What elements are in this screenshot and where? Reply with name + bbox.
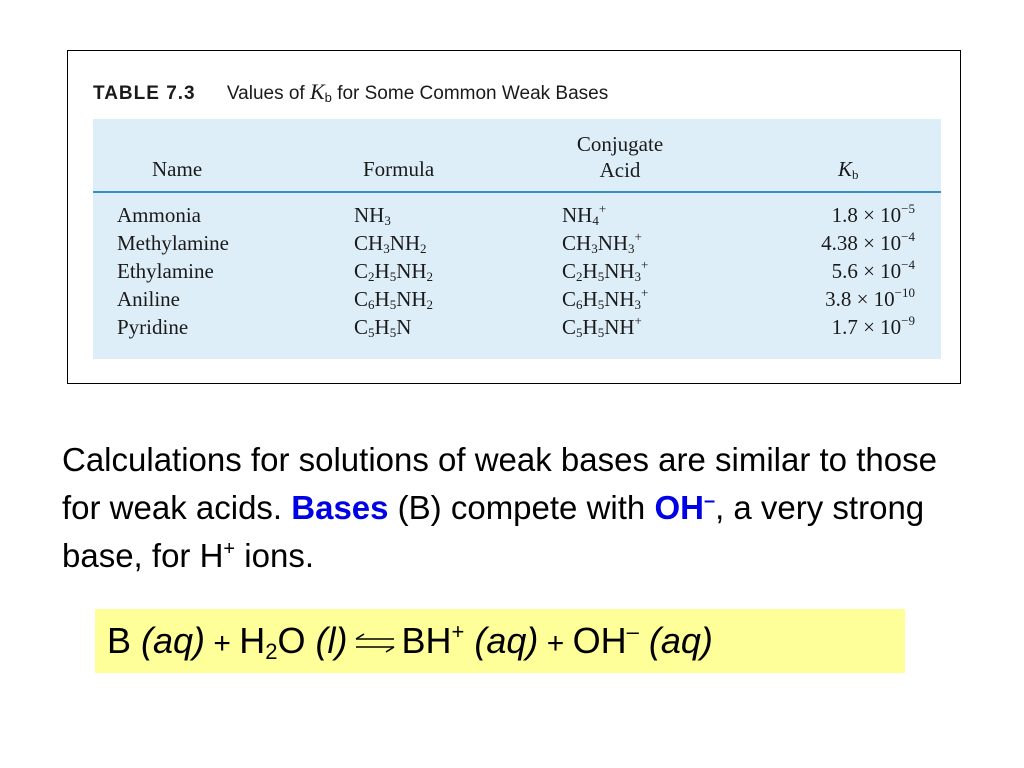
row-kb-value: $3.8 \times 10^{-10}$: [825, 285, 915, 311]
row-formula: $NH_3$: [354, 203, 391, 228]
row-kb-value: $1.7 \times 10^{-9}$: [831, 313, 915, 339]
explanation-paragraph: Calculations for solutions of weak bases are similar to those for weak acids. Bases (B) compete with OH–, a very strong base, for H+ ions.: [62, 441, 937, 574]
equation-box: [95, 609, 905, 673]
row-conjugate-acid: $CH_3NH_3^+$: [562, 229, 642, 256]
row-conjugate-acid: $C_5H_5NH^+$: [562, 313, 642, 340]
row-name: Pyridine: [117, 315, 189, 339]
row-conjugate-acid: $NH_4^+$: [562, 201, 607, 228]
row-formula: $C_5H_5N$: [354, 315, 412, 340]
row-name: Methylamine: [117, 231, 229, 255]
header-rule: [93, 191, 941, 193]
row-kb-value: $5.6 \times 10^{-4}$: [831, 257, 915, 283]
row-formula: $C_6H_5NH_2$: [354, 287, 434, 312]
table-label: TABLE 7.3: [93, 83, 196, 104]
row-name: Ethylamine: [117, 259, 214, 283]
table-title-suffix: for Some Common Weak Bases: [337, 83, 609, 104]
header-conjugate-acid: Conjugate Acid: [576, 132, 664, 182]
row-conjugate-acid: $C_2H_5NH_3^+$: [562, 257, 649, 284]
kb-symbol: Kb: [309, 79, 332, 105]
equilibrium-arrows-icon: [352, 632, 398, 654]
equilibrium-equation: B (aq) + H2O (l) BH+ (aq) + OH– (aq): [107, 619, 713, 664]
header-formula: Formula: [363, 157, 435, 181]
row-kb-value: $1.8 \times 10^{-5}$: [831, 201, 915, 227]
table-figure: [67, 50, 961, 384]
table-title-prefix: Values of: [226, 83, 305, 104]
row-kb-value: $4.38 \times 10^{-4}$: [821, 229, 915, 255]
row-formula: $C_2H_5NH_2$: [354, 259, 434, 284]
row-name: Aniline: [117, 287, 180, 311]
row-conjugate-acid: $C_6H_5NH_3^+$: [562, 285, 649, 312]
header-name: Name: [152, 157, 203, 181]
row-formula: $CH_3NH_2$: [354, 231, 427, 256]
row-name: Ammonia: [117, 203, 201, 227]
hydroxide-term: OH–: [654, 489, 716, 526]
table-caption: [93, 79, 608, 105]
bases-term: Bases: [291, 489, 389, 526]
header-kb: $K_b$: [838, 157, 859, 182]
